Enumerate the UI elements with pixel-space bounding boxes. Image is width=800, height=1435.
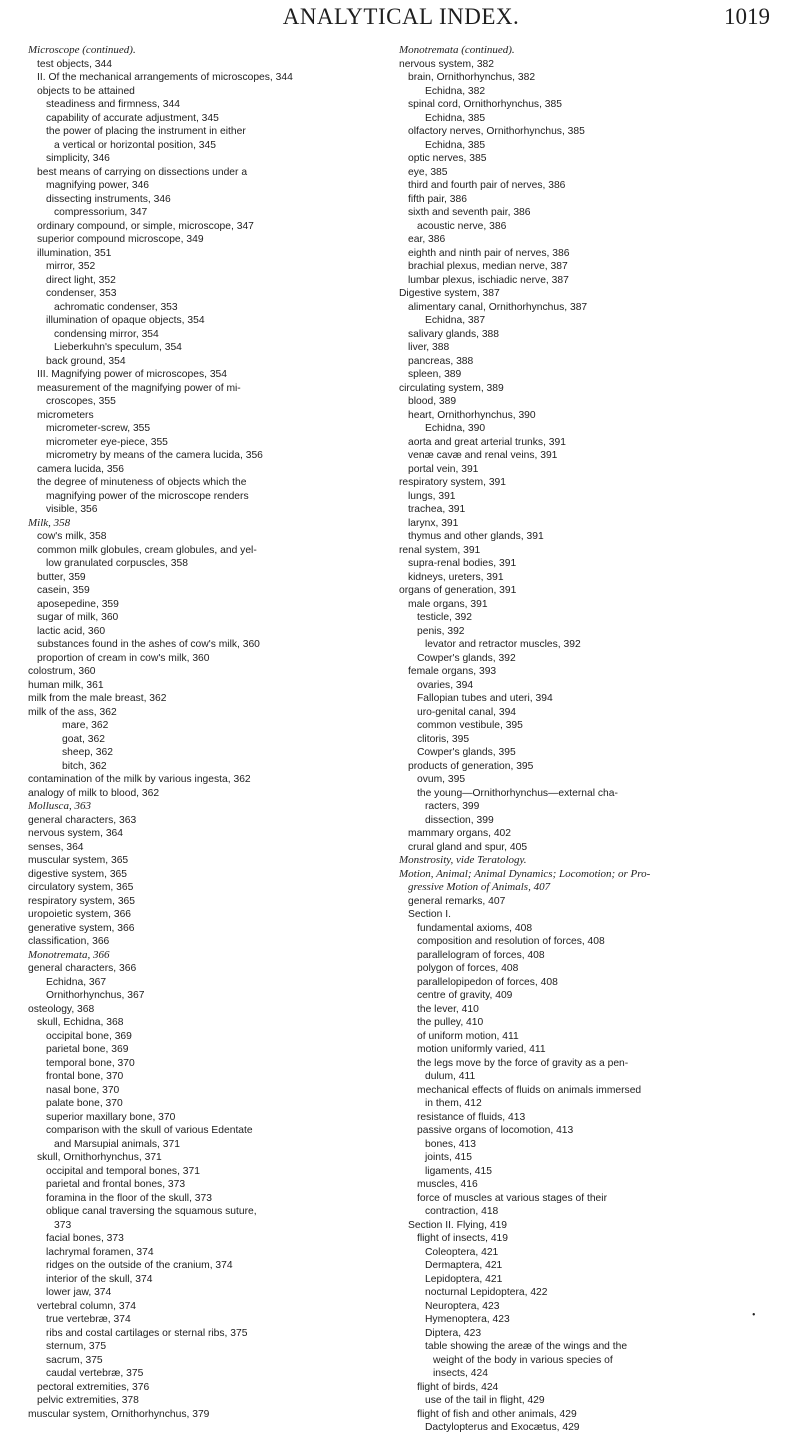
page-header [32, 0, 770, 36]
index-entry: mammary organs, 402 [408, 828, 512, 839]
index-entry: osteology, 368 [28, 1003, 95, 1015]
index-entry: general characters, 366 [28, 963, 137, 974]
index-entry: crural gland and spur, 405 [408, 841, 528, 853]
index-entry: dulum, 411 [425, 1071, 476, 1082]
index-entry: skull, Ornithorhynchus, 371 [37, 1152, 162, 1163]
index-entry: Monstrosity, vide Teratology. [399, 854, 527, 866]
index-entry: bones, 413 [425, 1138, 476, 1150]
index-entry: Lieberkuhn's speculum, 354 [54, 342, 182, 353]
index-entry: casein, 359 [37, 585, 90, 596]
index-entry: force of muscles at various stages of their [417, 1192, 608, 1204]
index-entry: and Marsupial animals, 371 [54, 1138, 180, 1150]
index-entry: Ornithorhynchus, 367 [46, 990, 145, 1001]
index-entry: Section I. [408, 909, 451, 920]
index-entry: Fallopian tubes and uteri, 394 [417, 693, 553, 704]
index-entry: digestive system, 365 [28, 868, 128, 880]
index-entry: steadiness and firmness, 344 [46, 99, 180, 110]
index-entry: nocturnal Lepidoptera, 422 [425, 1287, 548, 1298]
index-entry: Echidna, 387 [425, 315, 486, 326]
index-entry: parietal and frontal bones, 373 [46, 1179, 186, 1190]
index-entry: II. Of the mechanical arrangements of microscopes, 344 [37, 72, 293, 83]
footer-mark: • [752, 1310, 756, 1321]
index-entry: testicle, 392 [417, 612, 472, 623]
index-entry: micrometers [37, 409, 94, 421]
index-entry: sheep, 362 [62, 747, 113, 758]
index-entry: vertebral column, 374 [37, 1300, 137, 1312]
index-entry: levator and retractor muscles, 392 [425, 639, 581, 650]
index-entry: lactic acid, 360 [37, 625, 106, 637]
index-entry: heart, Ornithorhynchus, 390 [408, 409, 536, 421]
index-entry: contraction, 418 [425, 1206, 499, 1217]
index-entry: the lever, 410 [417, 1003, 479, 1015]
index-entry: low granulated corpuscles, 358 [46, 558, 188, 569]
index-entry: joints, 415 [425, 1152, 472, 1163]
index-entry: circulatory system, 365 [28, 882, 134, 893]
running-title: ANALYTICAL INDEX. [282, 4, 520, 29]
index-entry: trachea, 391 [408, 504, 466, 515]
index-entry: best means of carrying on dissections under a [37, 166, 248, 178]
index-entry: the power of placing the instrument in either [46, 126, 246, 137]
index-entry: Hymenoptera, 423 [425, 1314, 510, 1325]
index-entry: ear, 386 [408, 234, 446, 245]
index-entry: common vestibule, 395 [417, 720, 523, 731]
index-entry: Dactylopterus and Exocætus, 429 [425, 1422, 580, 1433]
index-entry: Digestive system, 387 [399, 288, 500, 299]
index-entry: eighth and ninth pair of nerves, 386 [408, 247, 570, 259]
index-entry: sternum, 375 [46, 1341, 107, 1352]
index-entry: the legs move by the force of gravity as a pen- [417, 1057, 629, 1069]
index-entry: sugar of milk, 360 [37, 612, 119, 623]
index-entry: muscles, 416 [417, 1179, 478, 1190]
index-entry: skull, Echidna, 368 [37, 1017, 124, 1028]
index-entry: passive organs of locomotion, 413 [417, 1125, 574, 1136]
index-entry: superior compound microscope, 349 [37, 234, 204, 245]
index-entry: general remarks, 407 [408, 895, 506, 907]
index-entry: eye, 385 [408, 166, 448, 178]
index-entry: olfactory nerves, Ornithorhynchus, 385 [408, 126, 585, 137]
index-entry: flight of insects, 419 [417, 1233, 509, 1244]
index-entry: circulating system, 389 [399, 382, 504, 394]
index-entry: milk of the ass, 362 [28, 706, 117, 718]
index-entry: analogy of milk to blood, 362 [28, 787, 160, 799]
index-entry: micrometer eye-piece, 355 [46, 436, 168, 448]
index-entry: achromatic condenser, 353 [54, 301, 178, 313]
index-entry: ribs and costal cartilages or sternal ribs, 375 [46, 1327, 248, 1339]
index-entry: general characters, 363 [28, 814, 137, 826]
index-entry: uro-genital canal, 394 [417, 706, 517, 718]
index-entry: milk from the male breast, 362 [28, 693, 167, 704]
index-entry: magnifying power, 346 [46, 180, 150, 191]
index-entry: magnifying power of the microscope renders [46, 490, 249, 502]
index-entry: clitoris, 395 [417, 733, 470, 745]
index-entry: simplicity, 346 [46, 153, 110, 164]
index-entry: liver, 388 [408, 342, 450, 353]
index-column-left [28, 44, 388, 1421]
index-entry: micrometer-screw, 355 [46, 423, 151, 434]
index-entry: Echidna, 382 [425, 85, 486, 97]
index-entry: Diptera, 423 [425, 1327, 482, 1339]
index-entry: larynx, 391 [408, 517, 459, 529]
index-entry: muscular system, 365 [28, 855, 129, 866]
index-entry: optic nerves, 385 [408, 153, 487, 164]
index-entry: muscular system, Ornithorhynchus, 379 [28, 1408, 210, 1420]
index-entry: comparison with the skull of various Edentate [46, 1125, 253, 1136]
index-entry: test objects, 344 [37, 58, 112, 70]
index-entry: micrometry by means of the camera lucida, 356 [46, 450, 263, 461]
index-entry: penis, 392 [417, 625, 465, 637]
index-entry: parallelogram of forces, 408 [417, 949, 545, 961]
index-entry: the pulley, 410 [417, 1017, 484, 1028]
index-entry: measurement of the magnifying power of mi- [37, 382, 241, 394]
index-entry: the young—Ornithorhynchus—external cha- [417, 787, 618, 799]
index-entry: table showing the areæ of the wings and the [425, 1341, 628, 1352]
index-entry: classification, 366 [28, 936, 110, 947]
index-entry: goat, 362 [62, 733, 105, 745]
index-entry: brachial plexus, median nerve, 387 [408, 261, 568, 272]
index-entry: ligaments, 415 [425, 1165, 492, 1177]
index-entry: sacrum, 375 [46, 1354, 103, 1366]
index-entry: mare, 362 [62, 720, 109, 731]
index-entry: nervous system, 364 [28, 828, 124, 839]
index-entry: products of generation, 395 [408, 760, 534, 772]
index-entry: butter, 359 [37, 571, 86, 583]
index-entry: Mollusca, 363 [28, 800, 91, 812]
index-entry: 373 [54, 1219, 72, 1231]
index-entry: nasal bone, 370 [46, 1084, 120, 1096]
index-entry: kidneys, ureters, 391 [408, 571, 504, 583]
index-entry: capability of accurate adjustment, 345 [46, 112, 219, 124]
index-entry: illumination of opaque objects, 354 [46, 315, 205, 326]
index-entry: male organs, 391 [408, 598, 488, 610]
index-entry: acoustic nerve, 386 [417, 220, 507, 232]
index-entry: substances found in the ashes of cow's milk, 360 [37, 639, 260, 650]
index-entry: true vertebræ, 374 [46, 1314, 131, 1325]
index-entry: bitch, 362 [62, 760, 107, 772]
index-entry: camera lucida, 356 [37, 463, 125, 475]
index-column-right [399, 44, 771, 1435]
index-entry: polygon of forces, 408 [417, 963, 519, 974]
index-entry: ridges on the outside of the cranium, 374 [46, 1260, 233, 1271]
index-entry: resistance of fluids, 413 [417, 1111, 526, 1123]
index-entry: lungs, 391 [408, 490, 456, 502]
index-entry: facial bones, 373 [46, 1233, 124, 1244]
index-entry: common milk globules, cream globules, and yel- [37, 544, 257, 556]
index-entry: dissection, 399 [425, 814, 494, 826]
index-entry: occipital and temporal bones, 371 [46, 1165, 200, 1177]
index-entry: pectoral extremities, 376 [37, 1381, 150, 1393]
index-entry: contamination of the milk by various ingesta, 362 [28, 774, 251, 785]
index-entry: a vertical or horizontal position, 345 [54, 139, 216, 151]
index-entry: nervous system, 382 [399, 58, 495, 70]
index-entry: spinal cord, Ornithorhynchus, 385 [408, 99, 562, 110]
index-entry: lachrymal foramen, 374 [46, 1246, 154, 1258]
index-entry: Echidna, 390 [425, 423, 486, 434]
index-entry: Coleoptera, 421 [425, 1246, 499, 1258]
index-entry: centre of gravity, 409 [417, 990, 513, 1001]
index-entry: Neuroptera, 423 [425, 1300, 500, 1312]
index-entry: mechanical effects of fluids on animals immersed [417, 1084, 642, 1096]
index-entry: organs of generation, 391 [399, 585, 517, 596]
index-entry: visible, 356 [46, 504, 98, 515]
index-entry: temporal bone, 370 [46, 1057, 135, 1069]
page-number: 1019 [724, 4, 770, 29]
index-entry: respiratory system, 391 [399, 477, 507, 488]
index-entry: caudal vertebræ, 375 [46, 1368, 144, 1379]
index-entry: dissecting instruments, 346 [46, 193, 171, 205]
index-entry: portal vein, 391 [408, 463, 479, 475]
index-entry: back ground, 354 [46, 355, 126, 367]
index-entry: mirror, 352 [46, 261, 96, 272]
index-entry: Dermaptera, 421 [425, 1260, 503, 1271]
index-entry: respiratory system, 365 [28, 895, 136, 907]
index-entry: fifth pair, 386 [408, 193, 467, 205]
index-entry: illumination, 351 [37, 247, 112, 259]
index-entry: Echidna, 385 [425, 139, 486, 151]
index-entry: insects, 424 [433, 1368, 488, 1379]
index-entry: condensing mirror, 354 [54, 328, 159, 340]
index-entry: lower jaw, 374 [46, 1287, 112, 1298]
index-entry: palate bone, 370 [46, 1098, 123, 1109]
index-entry: Motion, Animal; Animal Dynamics; Locomotion; or Pro- [399, 867, 651, 880]
index-entry: spleen, 389 [408, 369, 462, 380]
index-entry: objects to be attained [37, 85, 135, 97]
index-entry: aorta and great arterial trunks, 391 [408, 436, 566, 448]
index-entry: ovum, 395 [417, 774, 466, 785]
index-entry: pelvic extremities, 378 [37, 1395, 139, 1406]
index-entry: oblique canal traversing the squamous suture, [46, 1206, 257, 1217]
index-entry: croscopes, 355 [46, 396, 116, 407]
index-entry: blood, 389 [408, 396, 457, 407]
index-entry: cow's milk, 358 [37, 531, 107, 542]
index-entry: colostrum, 360 [28, 666, 96, 677]
index-entry: Monotremata (continued). [399, 44, 515, 56]
index-entry: direct light, 352 [46, 274, 116, 286]
index-entry: Section II. Flying, 419 [408, 1219, 508, 1231]
index-entry: flight of fish and other animals, 429 [417, 1408, 577, 1420]
index-entry: proportion of cream in cow's milk, 360 [37, 652, 210, 664]
index-entry: senses, 364 [28, 841, 84, 853]
index-entry: occipital bone, 369 [46, 1030, 132, 1042]
index-entry: interior of the skull, 374 [46, 1273, 153, 1285]
index-entry: fundamental axioms, 408 [417, 922, 533, 934]
index-entry: generative system, 366 [28, 922, 135, 934]
index-entry: in them, 412 [425, 1098, 482, 1109]
index-entry: alimentary canal, Ornithorhynchus, 387 [408, 301, 588, 313]
index-entry: Echidna, 385 [425, 112, 486, 124]
index-entry: salivary glands, 388 [408, 328, 500, 340]
index-entry: aposepedine, 359 [37, 598, 119, 610]
index-entry: parietal bone, 369 [46, 1044, 129, 1055]
index-entry: of uniform motion, 411 [417, 1030, 519, 1042]
index-entry: racters, 399 [425, 801, 480, 812]
index-entry: brain, Ornithorhynchus, 382 [408, 72, 536, 83]
index-entry: Echidna, 367 [46, 976, 107, 988]
index-entry: Cowper's glands, 392 [417, 652, 516, 664]
index-entry: the degree of minuteness of objects which the [37, 477, 247, 488]
index-entry: flight of birds, 424 [417, 1381, 499, 1393]
index-entry: compressorium, 347 [54, 207, 148, 218]
index-entry: superior maxillary bone, 370 [46, 1111, 176, 1123]
index-entry: human milk, 361 [28, 679, 104, 691]
index-entry: female organs, 393 [408, 666, 497, 677]
index-entry: motion uniformly varied, 411 [417, 1044, 546, 1055]
index-entry: frontal bone, 370 [46, 1071, 124, 1082]
index-entry: condenser, 353 [46, 288, 117, 299]
index-entry: foramina in the floor of the skull, 373 [46, 1192, 212, 1204]
index-entry: thymus and other glands, 391 [408, 531, 544, 542]
index-entry: parallelopipedon of forces, 408 [417, 976, 558, 988]
index-entry: III. Magnifying power of microscopes, 354 [37, 369, 228, 380]
index-entry: Lepidoptera, 421 [425, 1273, 503, 1285]
index-entry: pancreas, 388 [408, 355, 474, 367]
index-entry: uropoietic system, 366 [28, 909, 132, 920]
index-entry: Monotremata, 366 [28, 948, 110, 961]
index-entry: sixth and seventh pair, 386 [408, 207, 531, 218]
index-entry: use of the tail in flight, 429 [425, 1395, 545, 1406]
index-entry: venæ cavæ and renal veins, 391 [408, 450, 558, 461]
index-entry: Cowper's glands, 395 [417, 747, 516, 758]
index-entry: Milk, 358 [28, 516, 71, 529]
index-entry: ordinary compound, or simple, microscope, 347 [37, 220, 254, 232]
index-entry: renal system, 391 [399, 544, 481, 556]
index-entry: ovaries, 394 [417, 679, 474, 691]
index-entry: supra-renal bodies, 391 [408, 558, 517, 569]
index-entry: composition and resolution of forces, 408 [417, 936, 605, 947]
index-entry: lumbar plexus, ischiadic nerve, 387 [408, 274, 569, 286]
index-entry: Microscope (continued). [28, 44, 136, 56]
index-entry: weight of the body in various species of [433, 1354, 613, 1366]
index-entry: gressive Motion of Animals, 407 [408, 881, 551, 893]
index-entry: third and fourth pair of nerves, 386 [408, 180, 566, 191]
